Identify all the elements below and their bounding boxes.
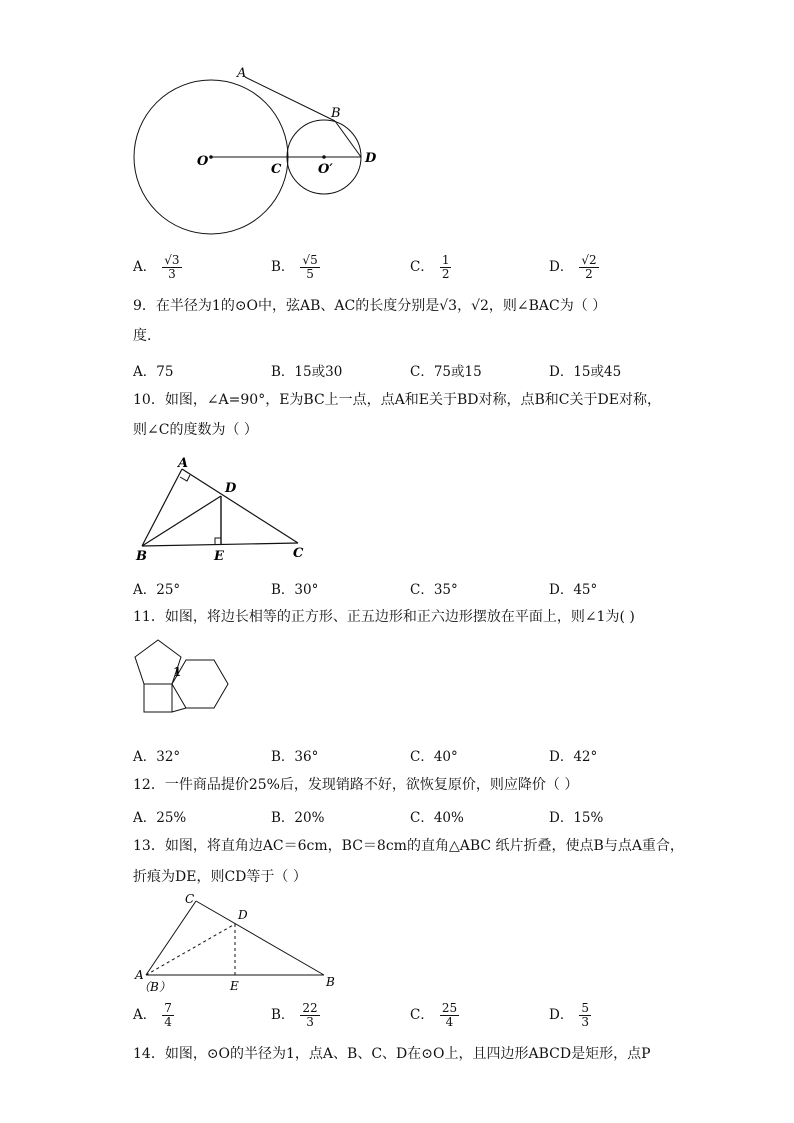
- q12-option-d[interactable]: D．15%: [549, 810, 604, 826]
- label-D: D: [225, 481, 237, 496]
- label-B: B: [326, 975, 335, 989]
- q13-stem-line1: 13．如图，将直角边AC＝6cm，BC＝8cm的直角△ABC 纸片折叠，使点B与点A重合，: [133, 838, 684, 854]
- label-E: E: [214, 549, 224, 564]
- label-B-paren: （B）: [138, 980, 171, 993]
- q8-option-b[interactable]: B． $\frac{√5}{5}$: [271, 253, 318, 281]
- point-O: [209, 155, 213, 159]
- side-AB: [142, 469, 182, 546]
- q12-option-a[interactable]: A．25%: [133, 810, 187, 826]
- fold-AD-dashed: [146, 924, 235, 975]
- label-A: A: [237, 66, 247, 81]
- label-D: D: [365, 151, 377, 166]
- label-A: A: [178, 456, 189, 471]
- q10-figure: [128, 452, 318, 564]
- q12-option-b[interactable]: B．20%: [271, 810, 325, 826]
- q11-option-a[interactable]: A．32°: [133, 749, 181, 765]
- q13-figure: [128, 893, 348, 993]
- q10-stem-line2: 则∠C的度数为（ ）: [133, 422, 258, 438]
- q9-option-a[interactable]: A．75: [133, 364, 174, 380]
- label-A: A: [135, 968, 144, 982]
- side-BC: [142, 543, 298, 546]
- side-CB: [196, 901, 324, 975]
- angle-1-label: 1: [173, 665, 182, 679]
- right-angle-E: [215, 538, 221, 544]
- side-AC: [182, 469, 298, 543]
- q9-option-c[interactable]: C．75或15: [410, 364, 482, 380]
- segment-BD: [142, 496, 221, 546]
- q12-option-c[interactable]: C．40%: [410, 810, 464, 826]
- q13-option-c[interactable]: C． $\frac{25}{4}$: [410, 1001, 458, 1029]
- q10-stem-line1: 10．如图，∠A=90°，E为BC上一点，点A和E关于BD对称，点B和C关于DE对称，: [133, 392, 661, 408]
- right-angle-A: [180, 475, 190, 481]
- q13-option-b[interactable]: B． $\frac{22}{3}$: [271, 1001, 318, 1029]
- q9-stem-line1: 9．在半径为1的⊙O中，弦AB、AC的长度分别是√3，√2，则∠BAC为（ ）: [133, 298, 607, 314]
- label-C: C: [185, 893, 195, 906]
- q10-option-c[interactable]: C．35°: [410, 582, 458, 598]
- hexagon-edge-to-square: [172, 708, 186, 712]
- q14-stem: 14．如图，⊙O的半径为1，点A、B、C、D在⊙O上，且四边形ABCD是矩形，点P: [133, 1046, 651, 1062]
- q8-figure: [125, 62, 385, 242]
- side-AC: [146, 901, 196, 975]
- q13-option-d[interactable]: D． $\frac{5}{3}$: [549, 1001, 589, 1029]
- label-O: O: [197, 154, 209, 169]
- label-D: D: [238, 908, 248, 922]
- line-BD: [335, 121, 361, 157]
- square: [144, 684, 172, 712]
- q11-option-c[interactable]: C．40°: [410, 749, 458, 765]
- label-C: C: [293, 546, 304, 561]
- q9-stem-line2: 度．: [133, 328, 161, 344]
- q11-option-d[interactable]: D．42°: [549, 749, 598, 765]
- q8-option-d[interactable]: D． $\frac{√2}{2}$: [549, 253, 597, 281]
- q10-option-a[interactable]: A．25°: [133, 582, 181, 598]
- q13-option-a[interactable]: A． $\frac{7}{4}$: [133, 1001, 172, 1029]
- q12-stem: 12．一件商品提价25%后，发现销路不好，欲恢复原价，则应降价（ ）: [133, 777, 579, 793]
- label-B: B: [331, 106, 341, 121]
- label-E: E: [230, 979, 239, 993]
- q10-option-d[interactable]: D．45°: [549, 582, 598, 598]
- label-O-prime: O′: [318, 162, 333, 177]
- tangent-AB: [245, 77, 335, 121]
- q11-option-b[interactable]: B．36°: [271, 749, 319, 765]
- q8-option-c[interactable]: C． $\frac{1}{2}$: [410, 253, 450, 281]
- q9-option-b[interactable]: B．15或30: [271, 364, 343, 380]
- point-O-prime: [322, 155, 326, 159]
- q11-stem: 11．如图，将边长相等的正方形、正五边形和正六边形摆放在平面上，则∠1为( ): [133, 609, 635, 625]
- label-B: B: [136, 549, 147, 564]
- q11-figure: [128, 634, 238, 734]
- q8-option-a[interactable]: A． $\frac{√3}{3}$: [133, 253, 180, 281]
- q10-option-b[interactable]: B．30°: [271, 582, 319, 598]
- label-C: C: [271, 162, 282, 177]
- q9-option-d[interactable]: D．15或45: [549, 364, 622, 380]
- q13-stem-line2: 折痕为DE，则CD等于（ ）: [133, 869, 307, 885]
